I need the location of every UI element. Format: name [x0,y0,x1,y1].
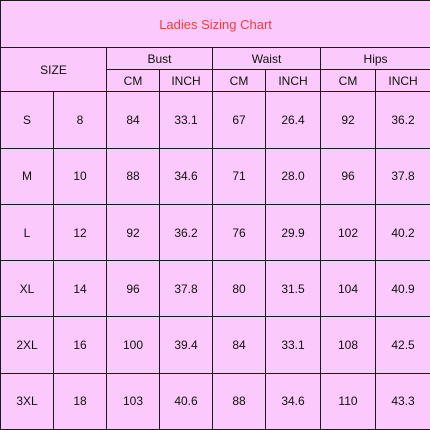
table-row [1,204,430,260]
bust-inch-cell: 37.8 [160,261,213,317]
size-number-cell: 16 [54,317,107,373]
size-number-cell: 12 [54,204,107,260]
bust-cm-header: CM [107,70,160,92]
waist-cm-cell: 80 [213,261,266,317]
hips-inch-cell: 40.2 [376,204,430,260]
bust-cm-cell: 103 [107,373,160,429]
bust-cm-cell: 96 [107,261,160,317]
size-cell: 2XL [1,317,54,373]
size-number-cell: 14 [54,261,107,317]
hips-header: Hips [321,48,430,70]
size-number-cell: 10 [54,148,107,204]
hips-cm-cell: 108 [321,317,376,373]
bust-inch-header: INCH [160,70,213,92]
chart-title: Ladies Sizing Chart [1,1,430,48]
table-row [1,148,430,204]
bust-inch-cell: 33.1 [160,92,213,148]
waist-cm-cell: 71 [213,148,266,204]
hips-inch-cell: 40.9 [376,261,430,317]
waist-inch-header: INCH [266,70,321,92]
title-row [1,1,430,48]
waist-cm-cell: 84 [213,317,266,373]
hips-inch-cell: 37.8 [376,148,430,204]
size-cell: S [1,92,54,148]
waist-inch-cell: 28.0 [266,148,321,204]
hips-cm-cell: 110 [321,373,376,429]
waist-inch-cell: 31.5 [266,261,321,317]
bust-cm-cell: 92 [107,204,160,260]
hips-inch-cell: 43.3 [376,373,430,429]
hips-cm-cell: 92 [321,92,376,148]
bust-cm-cell: 84 [107,92,160,148]
hips-cm-header: CM [321,70,376,92]
table-row [1,261,430,317]
table-row [1,92,430,148]
size-header: SIZE [1,48,107,92]
size-cell: XL [1,261,54,317]
hips-cm-cell: 104 [321,261,376,317]
size-cell: 3XL [1,373,54,429]
hips-cm-cell: 102 [321,204,376,260]
waist-cm-cell: 88 [213,373,266,429]
waist-inch-cell: 29.9 [266,204,321,260]
table-row [1,317,430,373]
waist-inch-cell: 33.1 [266,317,321,373]
waist-inch-cell: 26.4 [266,92,321,148]
waist-cm-cell: 67 [213,92,266,148]
waist-inch-cell: 34.6 [266,373,321,429]
hips-inch-header: INCH [376,70,430,92]
bust-inch-cell: 34.6 [160,148,213,204]
size-cell: M [1,148,54,204]
bust-inch-cell: 36.2 [160,204,213,260]
waist-cm-cell: 76 [213,204,266,260]
size-cell: L [1,204,54,260]
bust-inch-cell: 39.4 [160,317,213,373]
size-number-cell: 18 [54,373,107,429]
waist-cm-header: CM [213,70,266,92]
waist-header: Waist [213,48,321,70]
bust-cm-cell: 100 [107,317,160,373]
hips-inch-cell: 42.5 [376,317,430,373]
bust-header: Bust [107,48,213,70]
hips-cm-cell: 96 [321,148,376,204]
bust-cm-cell: 88 [107,148,160,204]
bust-inch-cell: 40.6 [160,373,213,429]
header-group-row [1,48,430,70]
hips-inch-cell: 36.2 [376,92,430,148]
size-number-cell: 8 [54,92,107,148]
table-row [1,373,430,429]
